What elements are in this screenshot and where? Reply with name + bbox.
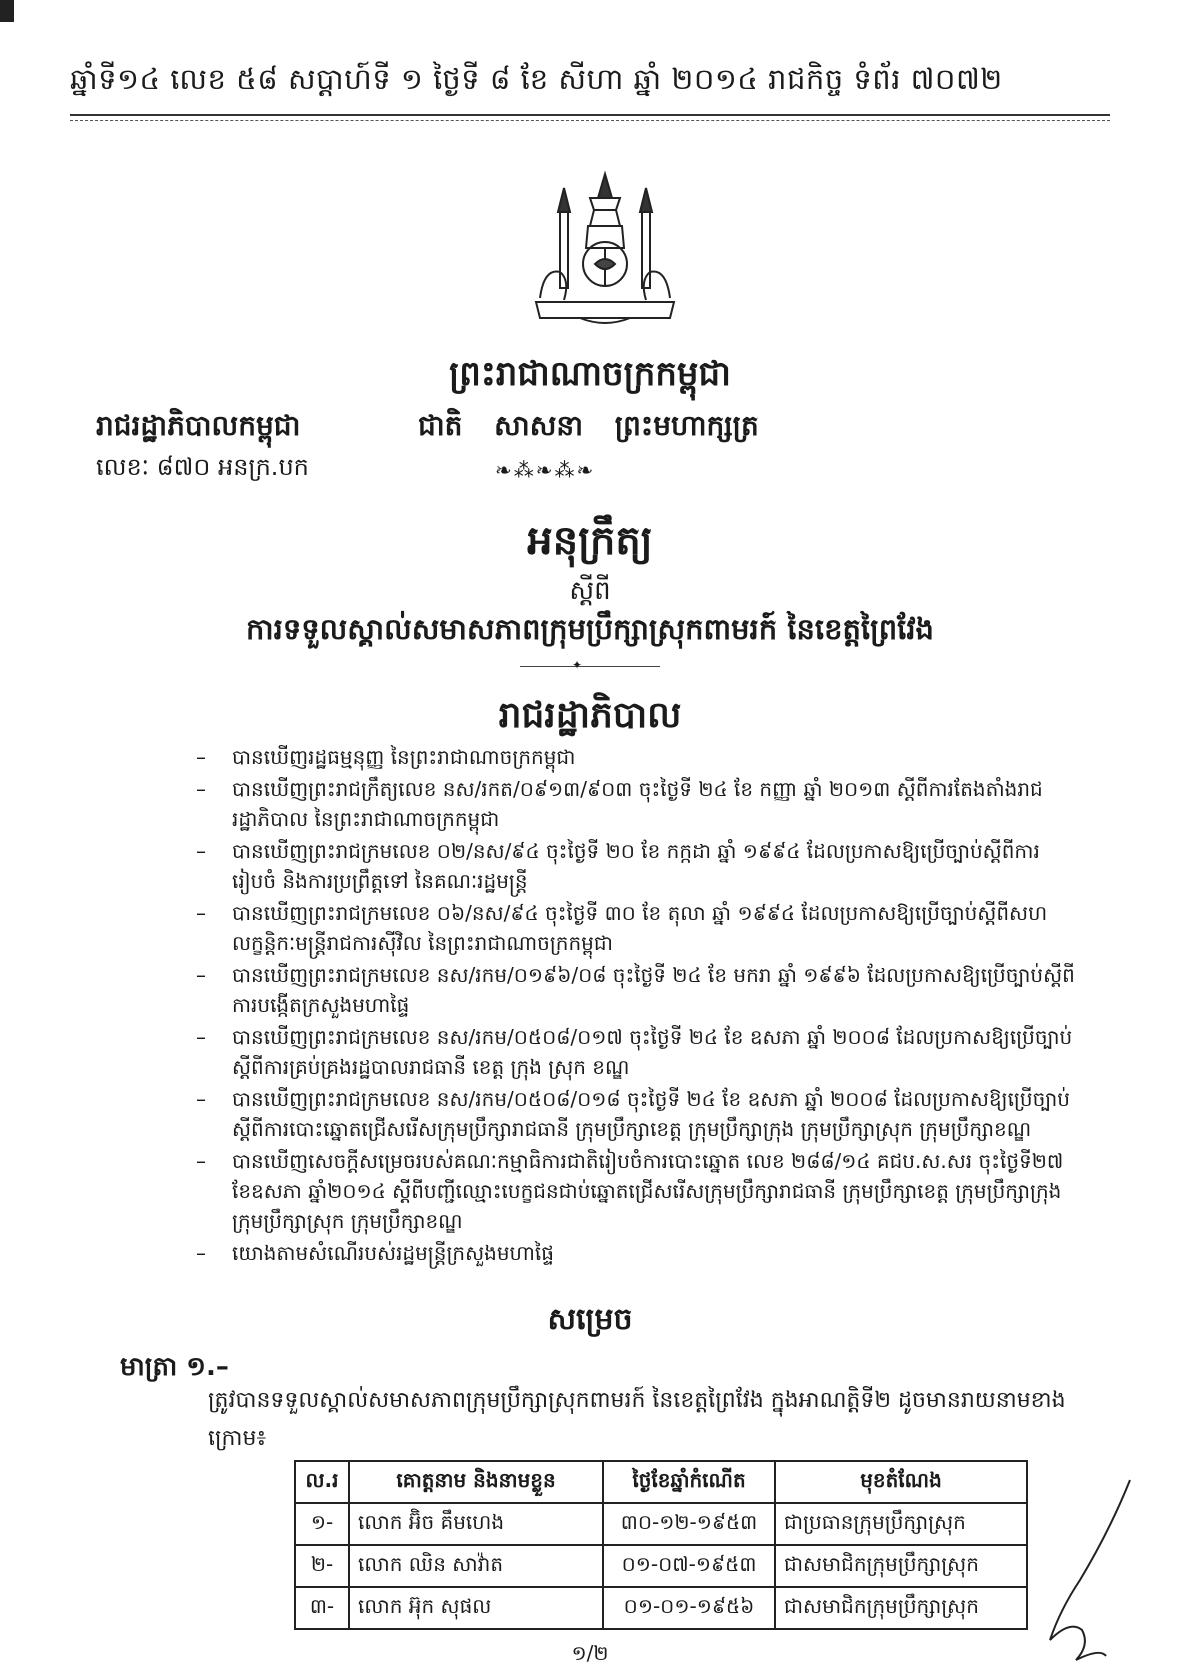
kingdom-title: ព្រះរាជាណាចក្រកម្ពុជា xyxy=(449,354,731,394)
row-number: ១- xyxy=(295,1503,349,1545)
member-name: លោក អ៊ិច គឹមហេង xyxy=(349,1503,603,1545)
table-row xyxy=(295,1587,1027,1629)
visa-item: – បានឃើញសេចក្តីសម្រេចរបស់គណៈកម្មាធិការជាតិរៀបចំការបោះឆ្នោត លេខ ២៨៨/១៤ គជប.ស.សរ ចុះថ្ងៃទី២៧ ខែឧសភា ឆ្នាំ២០១៤ ស្តីពីបញ្ជីឈ្មោះបេក្ខជនជាប់ឆ្នោតជ្រើសរើសក្រុមប្រឹក្សារាជធានី ក្រុមប្រឹក្សាខេត្ត ក្រុមប្រឹក្សាក្រុង ក្រុមប្រឹក្សាស្រុក ក្រុមប្រឹក្សាខណ្ឌ xyxy=(196,1146,1076,1236)
decision-heading: សម្រេច xyxy=(547,1302,633,1337)
header-rule xyxy=(70,114,1110,116)
separator-line xyxy=(520,666,660,667)
member-name: លោក ឈិន សាវ៉ាត xyxy=(349,1545,603,1587)
visa-item: – បានឃើញព្រះរាជក្រមលេខ នស/រកម/០១៩៦/០៨ ចុះថ្ងៃទី ២៤ ខែ មករា ឆ្នាំ ១៩៩៦ ដែលប្រកាសឱ្យប្រើច្បាប់ស្តីពីការបង្កើតក្រសួងមហាផ្ទៃ xyxy=(196,960,1076,1020)
document-type: អនុក្រឹត្យ xyxy=(527,518,653,564)
column-header: មុខតំណែង xyxy=(775,1461,1027,1503)
row-number: ២- xyxy=(295,1545,349,1587)
visa-bullet: – xyxy=(196,963,206,987)
table-header-row xyxy=(295,1461,1027,1503)
visa-item: – បានឃើញព្រះរាជក្រមលេខ ០៦/នស/៩៤ ចុះថ្ងៃទី ៣០ ខែ តុលា ឆ្នាំ ១៩៩៤ ដែលប្រកាសឱ្យប្រើច្បាប់ស្តីពីសហលក្ខន្តិកៈមន្ត្រីរាជការស៊ីវិល នៃព្រះរាជាណាចក្រកម្ពុជា xyxy=(196,898,1076,958)
column-header: គោត្តនាម និងនាមខ្លួន xyxy=(349,1461,603,1503)
ornament-flourish: ❧⁂❧⁂❧ xyxy=(495,458,596,482)
visa-bullet: – xyxy=(196,1087,206,1111)
member-position: ជាប្រធានក្រុមប្រឹក្សាស្រុក xyxy=(775,1503,1027,1545)
article-text: ត្រូវបានទទួលស្គាល់សមាសភាពក្រុមប្រឹក្សាស្រុកពាមរក៍ នៃខេត្តព្រៃវែង ក្នុងអាណត្តិទី២ ដូចមានរាយនាមខាងក្រោម៖ xyxy=(208,1388,1066,1451)
visa-item: – យោងតាមសំណើរបស់រដ្ឋមន្ត្រីក្រសួងមហាផ្ទៃ xyxy=(196,1238,1076,1268)
member-name: លោក អ៊ុក សុផល xyxy=(349,1587,603,1629)
column-header: ថ្ងៃខែឆ្នាំកំណើត xyxy=(603,1461,775,1503)
member-birthdate: ០១-០៧-១៩៥៣ xyxy=(603,1545,775,1587)
document-subject: ការទទួលស្គាល់សមាសភាពក្រុមប្រឹក្សាស្រុកពាមរក៍ នៃខេត្តព្រៃវែង xyxy=(246,612,934,646)
reference-number: លេខៈ ៨៧០ អនក្រ.បក xyxy=(96,453,309,481)
visa-item: – បានឃើញព្រះរាជក្រមលេខ នស/រកម/០៥០៨/០១៨ ចុះថ្ងៃទី ២៤ ខែ ឧសភា ឆ្នាំ ២០០៨ ដែលប្រកាសឱ្យប្រើច្បាប់ស្តីពីការបោះឆ្នោតជ្រើសរើសក្រុមប្រឹក្សារាជធានី ក្រុមប្រឹក្សាខេត្ត ក្រុមប្រឹក្សាក្រុង ក្រុមប្រឹក្សាស្រុក ក្រុមប្រឹក្សាខណ្ឌ xyxy=(196,1084,1076,1144)
visa-list xyxy=(196,742,1076,1270)
visa-bullet: – xyxy=(196,745,206,769)
gazette-header: ឆ្នាំទី១៤ លេខ ៥៨ សប្តាហ៍ទី ១ ថ្ងៃទី ៨ ខែ សីហា ឆ្នាំ ២០១៤ រាជកិច្ច ទំព័រ ៧០៧២ xyxy=(70,62,1003,96)
members-table xyxy=(294,1460,1028,1630)
article-label: មាត្រា ១.– xyxy=(120,1352,229,1382)
royal-emblem-icon xyxy=(520,168,690,338)
visa-bullet: – xyxy=(196,1149,206,1173)
member-position: ជាសមាជិកក្រុមប្រឹក្សាស្រុក xyxy=(775,1545,1027,1587)
visa-bullet: – xyxy=(196,1241,206,1265)
national-motto: ជាតិ សាសនា ព្រះមហាក្សត្រ xyxy=(418,409,759,442)
member-birthdate: ០១-០១-១៩៥៦ xyxy=(603,1587,775,1629)
row-number: ៣- xyxy=(295,1587,349,1629)
table-row xyxy=(295,1545,1027,1587)
visa-item: – បានឃើញព្រះរាជក្រមលេខ នស/រកម/០៥០៨/០១៧ ចុះថ្ងៃទី ២៤ ខែ ឧសភា ឆ្នាំ ២០០៨ ដែលប្រកាសឱ្យប្រើច្បាប់ស្តីពីការគ្រប់គ្រងរដ្ឋបាលរាជធានី ខេត្ត ក្រុង ស្រុក ខណ្ឌ xyxy=(196,1022,1076,1082)
visa-bullet: – xyxy=(196,777,206,801)
scan-edge-mark xyxy=(0,0,14,22)
page-number: ១/២ xyxy=(571,1641,609,1665)
visa-bullet: – xyxy=(196,839,206,863)
about-label: ស្តីពី xyxy=(569,576,611,606)
visa-bullet: – xyxy=(196,1025,206,1049)
issuer-heading: រាជរដ្ឋាភិបាល xyxy=(498,695,682,736)
member-position: ជាសមាជិកក្រុមប្រឹក្សាស្រុក xyxy=(775,1587,1027,1629)
visa-bullet: – xyxy=(196,901,206,925)
member-birthdate: ៣០-១២-១៩៥៣ xyxy=(603,1503,775,1545)
visa-item: – បានឃើញរដ្ឋធម្មនុញ្ញ នៃព្រះរាជាណាចក្រកម្ពុជា xyxy=(196,742,1076,772)
government-name: រាជរដ្ឋាភិបាលកម្ពុជា xyxy=(96,409,301,442)
visa-item: – បានឃើញព្រះរាជក្រឹត្យលេខ នស/រកត/០៩១៣/៩០៣ ចុះថ្ងៃទី ២៤ ខែ កញ្ញា ឆ្នាំ ២០១៣ ស្តីពីការតែងតាំងរាជរដ្ឋាភិបាល នៃព្រះរាជាណាចក្រកម្ពុជា xyxy=(196,774,1076,834)
separator-ornament: ✦ xyxy=(572,658,583,672)
table-row xyxy=(295,1503,1027,1545)
column-header: ល.រ xyxy=(295,1461,349,1503)
visa-item: – បានឃើញព្រះរាជក្រមលេខ ០២/នស/៩៤ ចុះថ្ងៃទី ២០ ខែ កក្កដា ឆ្នាំ ១៩៩៤ ដែលប្រកាសឱ្យប្រើច្បាប់ស្តីពីការរៀបចំ និងការប្រព្រឹត្តទៅ នៃគណៈរដ្ឋមន្ត្រី xyxy=(196,836,1076,896)
header-rule-dashed xyxy=(70,120,1110,121)
